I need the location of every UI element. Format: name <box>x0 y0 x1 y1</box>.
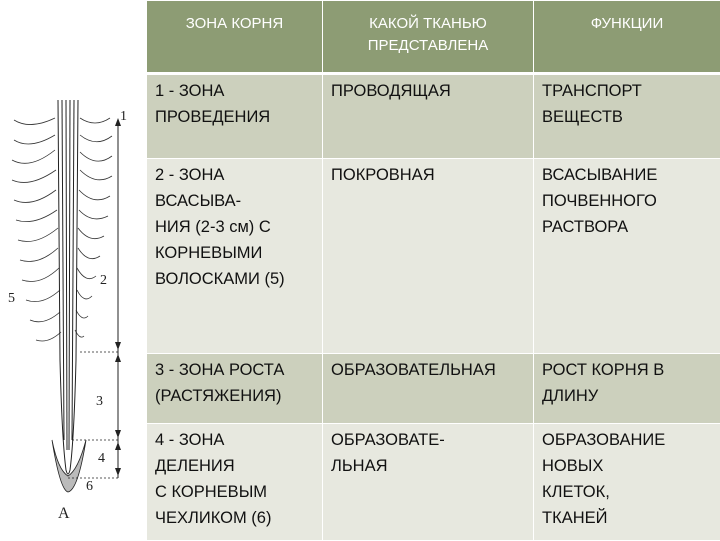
root-illustration <box>0 0 146 540</box>
figure-letter: А <box>58 505 70 522</box>
tissue-cell: ОБРАЗОВАТЕЛЬНАЯ <box>323 354 534 424</box>
header-tissue: КАКОЙ ТКАНЬЮ ПРЕДСТАВЛЕНА <box>323 1 534 74</box>
table-row <box>147 354 720 424</box>
table-row <box>147 159 720 354</box>
table-row <box>147 74 720 159</box>
zone-cell: 3 - ЗОНА РОСТА (РАСТЯЖЕНИЯ) <box>147 354 323 424</box>
zone-marker-2: 2 <box>100 273 107 288</box>
tissue-cell: ПРОВОДЯЩАЯ <box>323 74 534 159</box>
root-body <box>58 100 78 474</box>
root-zones-table <box>146 0 720 541</box>
root-cap-marker: 6 <box>86 479 93 494</box>
tissue-cell: ОБРАЗОВАТЕ- ЛЬНАЯ <box>323 424 534 541</box>
zone-cell: 1 - ЗОНА ПРОВЕДЕНИЯ <box>147 74 323 159</box>
header-zone: ЗОНА КОРНЯ <box>147 1 323 74</box>
function-cell: ОБРАЗОВАНИЕ НОВЫХ КЛЕТОК, ТКАНЕЙ <box>534 424 720 541</box>
zone-cell: 4 - ЗОНА ДЕЛЕНИЯ С КОРНЕВЫМ ЧЕХЛИКОМ (6) <box>147 424 323 541</box>
function-cell: ВСАСЫВАНИЕ ПОЧВЕННОГО РАСТВОРА <box>534 159 720 354</box>
zone-marker-3: 3 <box>96 394 103 409</box>
root-hair-marker: 5 <box>8 291 15 306</box>
table-header-row <box>147 1 720 74</box>
header-function: ФУНКЦИИ <box>534 1 720 74</box>
function-cell: ТРАНСПОРТ ВЕЩЕСТВ <box>534 74 720 159</box>
function-cell: РОСТ КОРНЯ В ДЛИНУ <box>534 354 720 424</box>
zone-marker-1: 1 <box>120 109 127 124</box>
table-row <box>147 424 720 541</box>
root-zones-diagram <box>0 0 146 540</box>
tissue-cell: ПОКРОВНАЯ <box>323 159 534 354</box>
zone-marker-4: 4 <box>98 451 105 466</box>
zone-cell: 2 - ЗОНА ВСАСЫВА- НИЯ (2-3 см) С КОРНЕВЫМИ ВОЛОСКАМИ (5) <box>147 159 323 354</box>
